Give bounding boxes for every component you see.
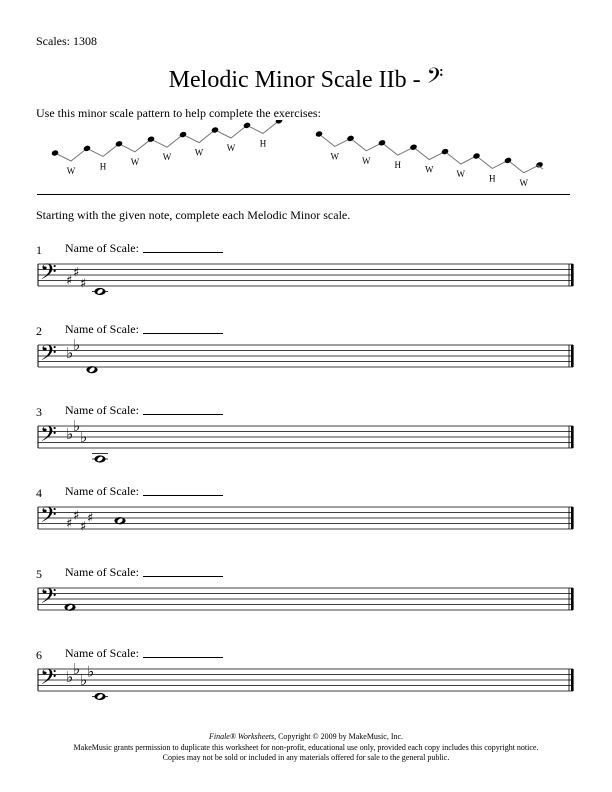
step-label: W	[456, 169, 465, 179]
music-staff	[0, 405, 612, 475]
music-staff	[0, 324, 612, 394]
step-connector	[151, 135, 183, 148]
step-connector	[247, 121, 279, 134]
step-connector	[119, 139, 151, 152]
exercise-number: 1	[36, 243, 42, 257]
exercise-2	[0, 324, 612, 394]
final-barline-thick	[571, 507, 574, 529]
step-connector	[477, 156, 509, 168]
flat-icon: ♭	[80, 670, 88, 689]
exercise-number: 3	[36, 405, 42, 419]
start-note-whole	[94, 693, 105, 700]
footer-copyright: , Copyright © 2009 by MakeMusic, Inc.	[274, 732, 404, 741]
pattern-note-dot	[51, 149, 59, 156]
step-connector	[183, 130, 215, 143]
sharp-icon: ♯	[80, 276, 87, 292]
step-label: W	[162, 152, 172, 163]
step-label: W	[66, 166, 76, 176]
pattern-note-dot	[535, 161, 543, 168]
pattern-instruction: Use this minor scale pattern to help complete the exercises:	[36, 106, 321, 120]
scale-name-text: Name of Scale:	[65, 322, 139, 336]
exercise-1	[0, 243, 612, 313]
step-connector	[414, 147, 446, 159]
final-barline-thick	[571, 426, 574, 448]
footer-permission: MakeMusic grants permission to duplicate this worksheet for non-profit, educational use only, provided each copy includes this copyright notice.	[73, 742, 539, 752]
step-connector	[508, 160, 540, 172]
footer-brand: Finale® Worksheets	[208, 732, 275, 741]
step-label: W	[362, 155, 371, 166]
final-barline-thick	[571, 264, 574, 286]
step-label: W	[330, 151, 339, 162]
sharp-icon: ♯	[73, 265, 80, 281]
exercise-number: 4	[36, 486, 42, 500]
step-label: W	[519, 177, 528, 188]
exercise-3	[0, 405, 612, 475]
sharp-icon: ♯	[87, 511, 94, 526]
title-text: Melodic Minor Scale IIb -	[168, 67, 427, 93]
scale-name-text: Name of Scale:	[65, 646, 139, 660]
section-divider	[37, 194, 570, 195]
flat-icon: ♭	[87, 662, 95, 681]
start-note-whole	[86, 366, 97, 373]
step-connector	[87, 144, 119, 157]
step-label: H	[489, 173, 496, 184]
music-staff	[0, 567, 612, 637]
bass-clef-icon: 𝄢	[426, 64, 444, 94]
exercise-6	[0, 648, 612, 718]
flat-icon: ♭	[73, 416, 81, 435]
music-staff	[0, 648, 612, 718]
step-label: H	[394, 160, 401, 171]
exercise-number: 6	[36, 648, 42, 662]
exercise-5	[0, 567, 612, 637]
sharp-icon: ♯	[80, 519, 87, 535]
step-label: H	[99, 161, 107, 172]
step-connector	[55, 148, 87, 161]
step-connector	[319, 134, 351, 146]
step-connector	[445, 152, 477, 164]
step-connector	[382, 143, 414, 155]
start-note-whole	[94, 288, 105, 295]
sharp-icon: ♯	[66, 516, 73, 532]
copyright-footer	[0, 732, 612, 764]
worksheet-id-label: Scales: 1308	[36, 34, 97, 48]
step-label: W	[130, 156, 140, 167]
page-title	[0, 64, 612, 95]
scale-pattern-diagram	[0, 120, 612, 190]
exercise-number: 2	[36, 324, 42, 338]
step-connector	[215, 125, 247, 138]
bass-clef-icon: 𝄢	[40, 584, 57, 614]
start-note-whole	[64, 604, 75, 611]
flat-icon: ♭	[80, 427, 88, 446]
flat-icon: ♭	[73, 335, 81, 354]
sharp-icon: ♯	[66, 273, 73, 289]
bass-clef-icon: 𝄢	[40, 260, 57, 290]
exercise-4	[0, 486, 612, 556]
flat-icon: ♭	[66, 344, 74, 362]
bass-clef-icon: 𝄢	[40, 341, 57, 371]
final-barline-thick	[571, 345, 574, 367]
flat-icon: ♭	[73, 659, 81, 678]
bass-clef-icon: 𝄢	[40, 422, 57, 452]
music-staff	[0, 243, 612, 313]
step-label: W	[194, 147, 204, 158]
music-staff	[0, 486, 612, 556]
scale-name-text: Name of Scale:	[65, 565, 139, 579]
step-connector	[351, 138, 383, 150]
scale-name-text: Name of Scale:	[65, 403, 139, 417]
final-barline-thick	[571, 588, 574, 610]
final-barline-thick	[571, 669, 574, 691]
start-note-whole	[94, 455, 105, 462]
step-label: W	[425, 164, 434, 175]
exercise-instruction: Starting with the given note, complete each Melodic Minor scale.	[36, 208, 351, 222]
flat-icon: ♭	[66, 668, 74, 686]
exercise-number: 5	[36, 567, 42, 581]
scale-name-text: Name of Scale:	[65, 241, 139, 255]
start-note-whole	[114, 517, 125, 524]
bass-clef-icon: 𝄢	[40, 503, 57, 533]
bass-clef-icon: 𝄢	[40, 665, 57, 695]
flat-icon: ♭	[66, 425, 74, 443]
scale-name-text: Name of Scale:	[65, 484, 139, 498]
step-label: W	[226, 143, 236, 153]
footer-restriction: Copies may not be sold or included in any materials offered for sale to the general public.	[162, 753, 450, 762]
step-label: H	[259, 138, 267, 149]
pattern-note-dot	[275, 120, 283, 124]
sharp-icon: ♯	[73, 508, 80, 524]
